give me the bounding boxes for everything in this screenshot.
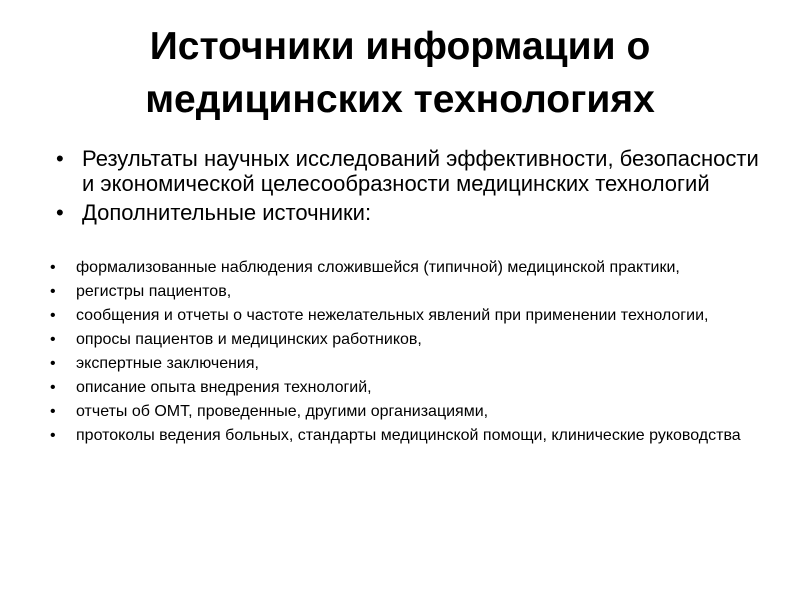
slide-title (40, 20, 760, 126)
sub-bullet-item (50, 402, 760, 421)
bullet-icon: • (50, 355, 56, 372)
main-bullet-item-additional (50, 200, 760, 225)
sub-bullet-item (50, 354, 760, 373)
main-bullet-list (50, 146, 760, 229)
sub-bullet-text: экспертные заключения, (76, 355, 259, 372)
slide-title-line-1: Источники информации о (149, 25, 651, 68)
sub-bullet-item (50, 330, 760, 349)
bullet-icon: • (56, 200, 64, 225)
main-bullet-text: Результаты научных исследований эффективности, безопасности и экономической целесообразности медицинских технологий (82, 146, 759, 196)
bullet-icon: • (50, 427, 56, 444)
sub-bullet-text: протоколы ведения больных, стандарты медицинской помощи, клинические руководства (76, 427, 741, 444)
main-bullet-text: Дополнительные источники: (82, 200, 372, 225)
bullet-icon: • (50, 379, 56, 396)
sub-bullet-text: регистры пациентов, (76, 283, 232, 300)
bullet-icon: • (50, 259, 56, 276)
sub-bullet-text: формализованные наблюдения сложившейся (типичной) медицинской практики, (76, 259, 680, 276)
sub-bullet-text: описание опыта внедрения технологий, (76, 379, 372, 396)
bullet-icon: • (50, 307, 56, 324)
sub-bullet-item (50, 378, 760, 397)
bullet-icon: • (50, 331, 56, 348)
bullet-icon: • (50, 403, 56, 420)
sub-bullet-item (50, 258, 760, 277)
sub-bullet-list (50, 258, 760, 450)
sub-bullet-text: сообщения и отчеты о частоте нежелательных явлений при применении технологии, (76, 307, 709, 324)
sub-bullet-item (50, 426, 760, 445)
sub-bullet-text: отчеты об ОМТ, проведенные, другими организациями, (76, 403, 489, 420)
bullet-icon: • (50, 283, 56, 300)
main-bullet-item-research (50, 146, 760, 196)
sub-bullet-item (50, 282, 760, 301)
sub-bullet-text: опросы пациентов и медицинских работников, (76, 331, 422, 348)
bullet-icon: • (56, 146, 64, 171)
sub-bullet-item (50, 306, 760, 325)
slide-title-line-2: медицинских технологиях (145, 78, 655, 121)
